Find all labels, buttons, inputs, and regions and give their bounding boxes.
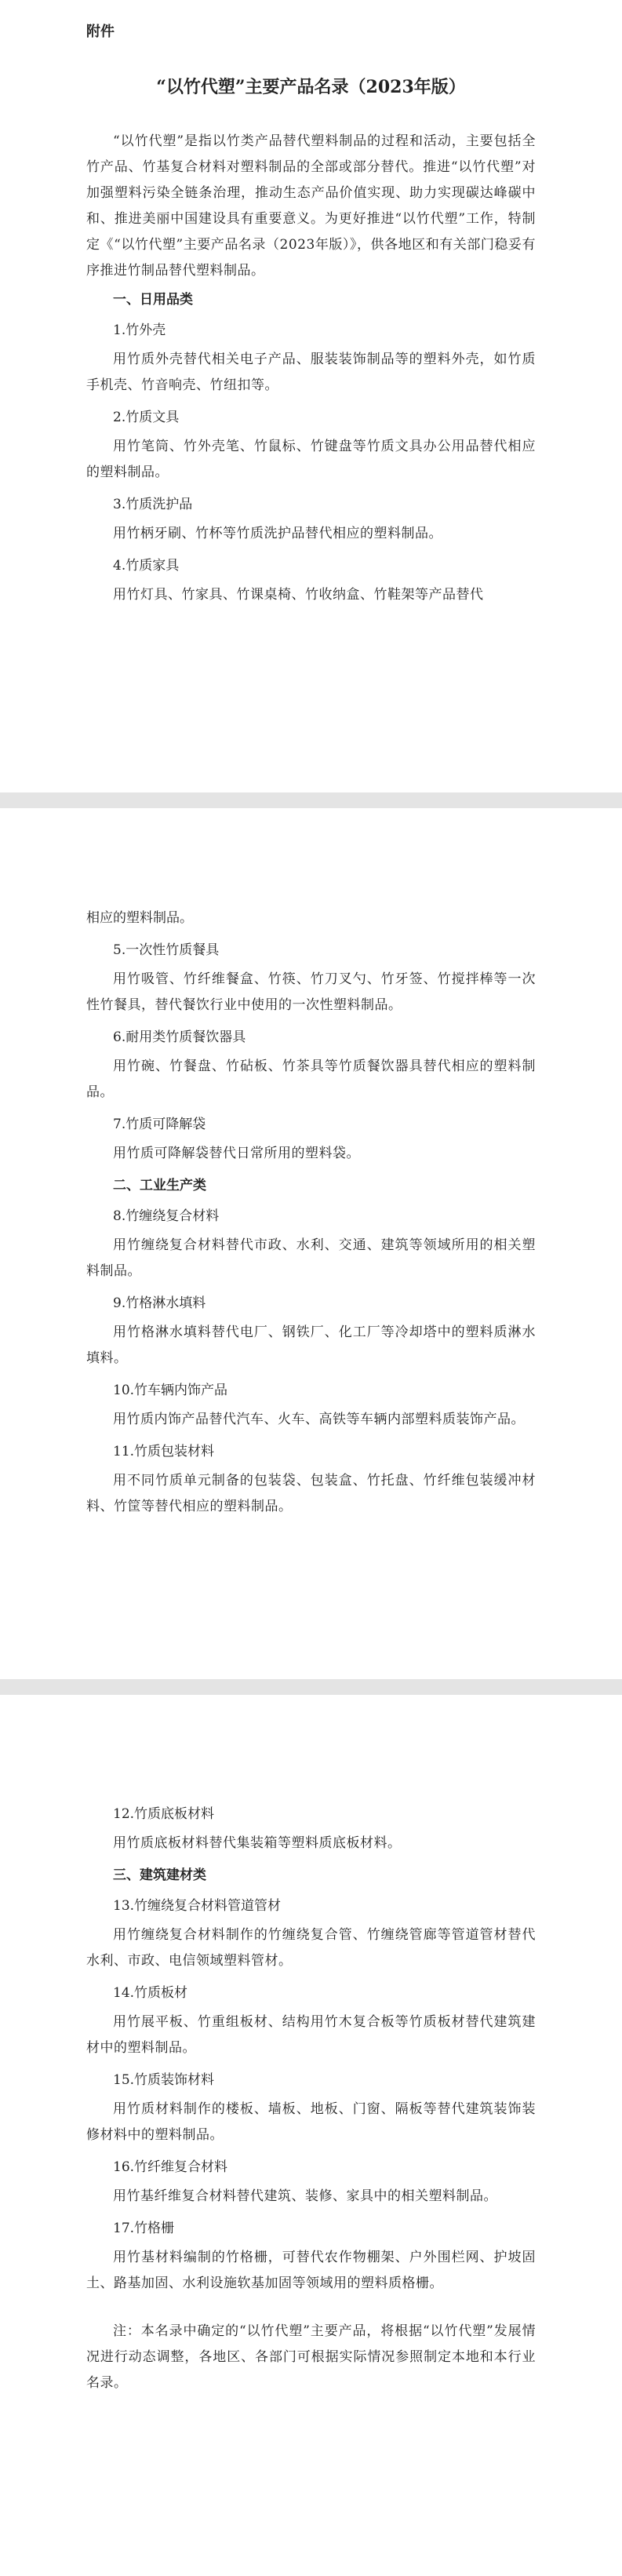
item-description: 用竹质可降解袋替代日常所用的塑料袋。 [113,1146,360,1161]
item-description: 用竹质内饰产品替代汽车、火车、高铁等车辆内部塑料质装饰产品。 [113,1412,525,1427]
page-1 [0,0,622,792]
item-description: 用竹格淋水填料替代电厂、钢铁厂、化工厂等冷却塔中的塑料质淋水填料。 [86,1324,536,1366]
item-title: 17.竹格栅 [113,2221,175,2236]
annex-label: 附件 [86,24,115,40]
page-3-body [86,1797,536,2396]
item-description: 用竹吸管、竹纤维餐盒、竹筷、竹刀叉勺、竹牙签、竹搅拌棒等一次性竹餐具，替代餐饮行业中使用的一次性塑料制品。 [86,971,536,1013]
item-title: 1.竹外壳 [113,322,166,338]
section-heading-construction: 三、建筑建材类 [113,1867,206,1883]
item-title: 9.竹格淋水填料 [113,1295,206,1311]
section-heading-industrial: 二、工业生产类 [113,1178,206,1193]
page-2-body [86,905,536,1526]
item-title: 5.一次性竹质餐具 [113,942,220,958]
item-title: 16.竹纤维复合材料 [113,2159,228,2175]
page-3 [0,1695,622,2576]
item-title: 13.竹缠绕复合材料管道管材 [113,1898,282,1914]
item-title: 10.竹车辆内饰产品 [113,1383,228,1398]
item-title: 15.竹质装饰材料 [113,2072,215,2088]
item-description-continued: 相应的塑料制品。 [86,910,193,926]
page-1-body [86,129,536,614]
item-description: 用竹柄牙刷、竹杯等竹质洗护品替代相应的塑料制品。 [113,526,442,541]
item-description: 用竹基纤维复合材料替代建筑、装修、家具中的相关塑料制品。 [113,2188,497,2204]
item-description: 用竹缠绕复合材料制作的竹缠绕复合管、竹缠绕管廊等管道管材替代水利、市政、电信领域塑料管材。 [86,1927,536,1969]
item-description: 用竹基材料编制的竹格栅，可替代农作物棚架、户外围栏网、护坡固土、路基加固、水利设施软基加固等领域用的塑料质格栅。 [86,2250,536,2291]
item-description: 用不同竹质单元制备的包装袋、包装盒、竹托盘、竹纤维包装缓冲材料、竹筐等替代相应的塑料制品。 [86,1473,536,1514]
item-description: 用竹灯具、竹家具、竹课桌椅、竹收纳盒、竹鞋架等产品替代 [113,587,484,603]
item-description: 用竹缠绕复合材料替代市政、水利、交通、建筑等领域所用的相关塑料制品。 [86,1237,536,1279]
item-description: 用竹展平板、竹重组板材、结构用竹木复合板等竹质板材替代建筑建材中的塑料制品。 [86,2014,536,2056]
document-title: “以竹代塑”主要产品名录（2023年版） [156,77,466,97]
item-title: 3.竹质洗护品 [113,497,193,512]
item-title: 6.耐用类竹质餐饮器具 [113,1029,246,1045]
item-title: 7.竹质可降解袋 [113,1117,206,1132]
intro-paragraph: “以竹代塑”是指以竹类产品替代塑料制品的过程和活动，主要包括全竹产品、竹基复合材料对塑料制品的全部或部分替代。推进“以竹代塑”对加强塑料污染全链条治理，推动生态产品价值实现、助力实现碳达峰碳中和、推进美丽中国建设具有重要意义。为更好推进“以竹代塑”工作，特制定《“以竹代塑”主要产品名录（2023年版）》，供各地区和有关部门稳妥有序推进竹制品替代塑料制品。 [86,133,536,279]
item-title: 4.竹质家具 [113,558,180,574]
item-description: 用竹质底板材料替代集装箱等塑料质底板材料。 [113,1835,402,1851]
item-title: 8.竹缠绕复合材料 [113,1208,220,1224]
item-description: 用竹质外壳替代相关电子产品、服装装饰制品等的塑料外壳，如竹质手机壳、竹音响壳、竹纽扣等。 [86,352,536,393]
item-description: 用竹笔筒、竹外壳笔、竹鼠标、竹键盘等竹质文具办公用品替代相应的塑料制品。 [86,439,536,480]
item-title: 11.竹质包装材料 [113,1444,215,1459]
item-description: 用竹碗、竹餐盘、竹砧板、竹茶具等竹质餐饮器具替代相应的塑料制品。 [86,1058,536,1100]
item-title: 12.竹质底板材料 [113,1806,215,1822]
item-title: 2.竹质文具 [113,410,180,425]
item-title: 14.竹质板材 [113,1985,188,2001]
section-heading-daily: 一、日用品类 [113,292,193,308]
footnote: 注：本名录中确定的“以竹代塑”主要产品，将根据“以竹代塑”发展情况进行动态调整，各地区、各部门可根据实际情况参照制定本地和本行业名录。 [86,2323,536,2391]
page-2 [0,808,622,1679]
item-description: 用竹质材料制作的楼板、墙板、地板、门窗、隔板等替代建筑装饰装修材料中的塑料制品。 [86,2101,536,2143]
